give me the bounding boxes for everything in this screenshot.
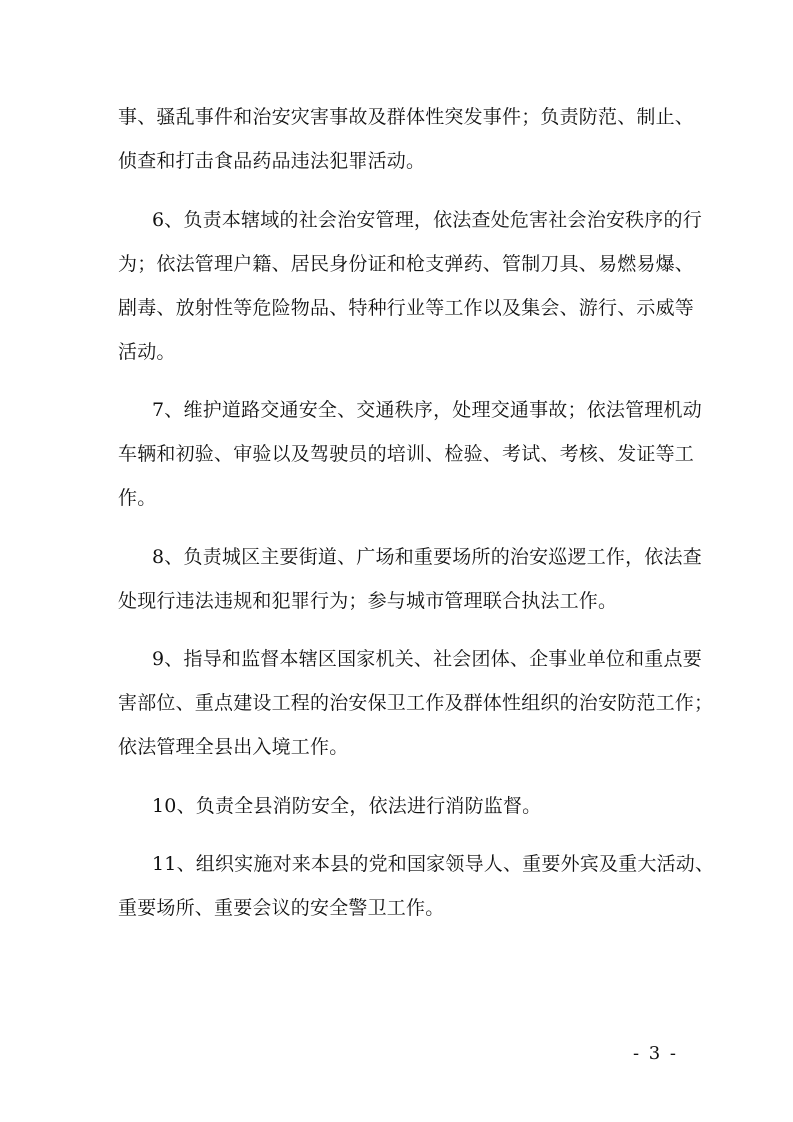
paragraph-line: 侦查和打击食品药品违法犯罪活动。 xyxy=(118,150,426,172)
paragraph-line: 6、负责本辖域的社会治安管理，依法查处危害社会治安秩序的行 xyxy=(152,209,702,231)
page-number: - 3 - xyxy=(632,1043,678,1064)
paragraph-line: 10、负责全县消防安全，依法进行消防监督。 xyxy=(152,795,542,817)
paragraph-line: 剧毒、放射性等危险物品、特种行业等工作以及集会、游行、示威等 xyxy=(118,297,695,319)
paragraph-line: 作。 xyxy=(118,487,157,509)
paragraph-line: 7、维护道路交通安全、交通秩序，处理交通事故；依法管理机动 xyxy=(152,399,702,421)
paragraph-line: 车辆和初验、审验以及驾驶员的培训、检验、考试、考核、发证等工 xyxy=(118,443,695,465)
paragraph-line: 11、组织实施对来本县的党和国家领导人、重要外宾及重大活动、 xyxy=(152,853,715,875)
paragraph-line: 9、指导和监督本辖区国家机关、社会团体、企事业单位和重点要 xyxy=(152,648,702,670)
paragraph-line: 害部位、重点建设工程的治安保卫工作及群体性组织的治安防范工作； xyxy=(118,692,714,714)
paragraph-line: 依法管理全县出入境工作。 xyxy=(118,736,349,758)
paragraph-line: 活动。 xyxy=(118,341,176,363)
paragraph-line: 处现行违法违规和犯罪行为；参与城市管理联合执法工作。 xyxy=(118,590,618,612)
paragraph-line: 重要场所、重要会议的安全警卫工作。 xyxy=(118,897,445,919)
paragraph-line: 为；依法管理户籍、居民身份证和枪支弹药、管制刀具、易燃易爆、 xyxy=(118,253,695,275)
paragraph-line: 事、骚乱事件和治安灾害事故及群体性突发事件；负责防范、制止、 xyxy=(118,106,695,128)
paragraph-line: 8、负责城区主要街道、广场和重要场所的治安巡逻工作，依法查 xyxy=(152,546,702,568)
